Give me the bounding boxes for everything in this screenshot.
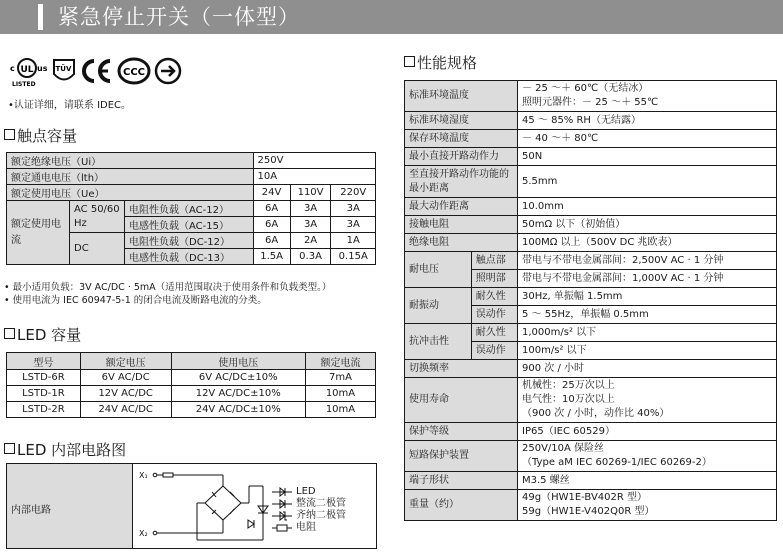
table-cell: 最大动作距离 xyxy=(405,198,518,216)
resistor-symbol xyxy=(163,473,173,477)
ul-listed-text: LISTED xyxy=(12,81,36,88)
table-cell: 额定通电电压（lth） xyxy=(7,169,254,185)
tuv-mark: TÜV xyxy=(55,65,72,73)
table-cell: 最小直接开路动作力 xyxy=(405,148,518,166)
table-cell: 0.15A xyxy=(331,249,376,265)
page-title: 紧急停止开关（一体型） xyxy=(58,5,300,29)
table-cell: DC xyxy=(70,233,125,265)
table-cell: 50mΩ 以下（初始值） xyxy=(518,216,777,234)
table-row xyxy=(7,370,376,386)
table-cell: 短路保护装置 xyxy=(405,441,518,472)
table-cell: 3A xyxy=(331,201,376,217)
table-cell: 7mA xyxy=(305,370,375,386)
table-header-cell: 使用电压 xyxy=(171,353,305,370)
table-row xyxy=(405,288,777,306)
certification-marks xyxy=(8,54,182,88)
table-cell: 250V/10A 保险丝 （Type aM IEC 60269-1/IEC 60269-2） xyxy=(518,441,777,472)
circuit-diagram xyxy=(133,464,273,548)
table-cell: 49g（HW1E-BV402R 型） 59g（HW1E-V402Q0R 型） xyxy=(518,490,777,521)
led-circuit-box xyxy=(6,463,377,549)
table-header-cell: 型号 xyxy=(7,353,81,370)
table-row xyxy=(405,166,777,198)
table-cell: 额定使用电压（Ue） xyxy=(7,185,254,201)
table-cell: 电阻性负载（AC-12） xyxy=(125,201,254,217)
table-row xyxy=(405,423,777,441)
table-cell: 3A xyxy=(331,217,376,233)
table-cell: LSTD-1R xyxy=(7,386,81,402)
table-row xyxy=(405,198,777,216)
table-row xyxy=(405,234,777,252)
table-cell: 100m/s² 以下 xyxy=(518,342,777,360)
table-row xyxy=(405,324,777,342)
table-cell: 900 次 / 小时 xyxy=(518,360,777,378)
table-cell: 24V xyxy=(253,185,290,201)
circuit-legend xyxy=(272,486,346,534)
table-row xyxy=(405,378,777,423)
table-cell: 24V AC/DC xyxy=(80,402,171,418)
ul-c-mark: c xyxy=(10,64,15,73)
table-cell: 6A xyxy=(253,233,290,249)
table-cell: 220V xyxy=(331,185,376,201)
table-row xyxy=(405,148,777,166)
table-cell: 6A xyxy=(253,217,290,233)
ce-icon xyxy=(80,56,114,86)
led-capacity-heading: LED 容量 xyxy=(4,326,81,344)
table-row xyxy=(7,169,376,185)
table-cell: 接触电阻 xyxy=(405,216,518,234)
table-cell: IP65（IEC 60529） xyxy=(518,423,777,441)
ul-listed-icon xyxy=(8,54,48,88)
table-cell: 6V AC/DC±10% xyxy=(171,370,305,386)
led-capacity-table xyxy=(6,352,376,418)
table-cell: 100MΩ 以上（500V DC 兆欧表） xyxy=(518,234,777,252)
performance-heading: 性能规格 xyxy=(404,54,477,72)
resistor-legend-icon xyxy=(272,523,292,533)
contact-note-1: • 最小适用负载：3V AC/DC · 5mA（适用范围取决于使用条件和负载类型。） xyxy=(4,282,332,293)
contact-rating-heading: 触点容量 xyxy=(4,127,77,145)
led-circuit-heading: LED 内部电路图 xyxy=(4,441,126,459)
table-cell: 5 ～ 55Hz，单振幅 0.5mm xyxy=(518,306,777,324)
table-cell: 电感性负载（AC-15） xyxy=(125,217,254,233)
table-cell: 抗冲击性 xyxy=(405,324,472,360)
table-cell: M3.5 螺丝 xyxy=(518,472,777,490)
circuit-label: 内部电路 xyxy=(11,505,51,516)
table-cell: 3A xyxy=(290,217,331,233)
table-cell: 250V xyxy=(253,153,375,169)
banner-accent-bar xyxy=(38,4,43,30)
table-cell: 使用寿命 xyxy=(405,378,518,423)
legend-rectifier-diode: 整流二极管 xyxy=(272,498,346,510)
table-cell: 标准环境湿度 xyxy=(405,112,518,130)
ccc-mark: CCC xyxy=(123,67,146,78)
table-cell: 12V AC/DC±10% xyxy=(171,386,305,402)
table-row xyxy=(7,201,376,217)
table-cell: － 25 ～＋ 60℃（无结冰） 照明元器件：－ 25 ～＋ 55℃ xyxy=(518,81,777,112)
table-header-cell: 额定电压 xyxy=(80,353,171,370)
table-row xyxy=(405,360,777,378)
legend-zener-diode: 齐纳二极管 xyxy=(272,510,346,522)
certification-note: •认证详细，请联系 IDEC。 xyxy=(8,100,132,111)
contact-rating-table xyxy=(6,152,376,265)
table-row xyxy=(405,472,777,490)
table-header-row xyxy=(7,353,376,370)
table-cell: 带电与不带电金属部间：2,500V AC · 1 分钟 xyxy=(518,252,777,270)
table-cell: 额定绝缘电压（Ui） xyxy=(7,153,254,169)
table-cell: 保存环境温度 xyxy=(405,130,518,148)
table-row xyxy=(405,216,777,234)
table-cell: 2A xyxy=(290,233,331,249)
tuv-icon xyxy=(51,56,77,86)
table-cell: 110V xyxy=(290,185,331,201)
table-cell: 10A xyxy=(253,169,375,185)
table-row xyxy=(7,402,376,418)
terminal-x2-label: X₂ xyxy=(139,529,148,538)
ul-us-mark: us xyxy=(37,64,48,73)
table-row xyxy=(405,112,777,130)
table-cell: 标准环境温度 xyxy=(405,81,518,112)
table-cell: 误动作 xyxy=(471,306,517,324)
table-cell: 额定使用电流 xyxy=(7,201,70,265)
table-cell: 45 ～ 85% RH（无结露） xyxy=(518,112,777,130)
table-cell: 10mA xyxy=(305,386,375,402)
table-cell: 绝缘电阻 xyxy=(405,234,518,252)
table-row xyxy=(405,252,777,270)
arrow-circle-icon xyxy=(154,56,182,86)
table-cell: LSTD-6R xyxy=(7,370,81,386)
table-cell: 耐久性 xyxy=(471,288,517,306)
table-cell: 1,000m/s² 以下 xyxy=(518,324,777,342)
table-row xyxy=(405,81,777,112)
table-cell: 切换频率 xyxy=(405,360,518,378)
table-row xyxy=(405,490,777,521)
table-cell: 3A xyxy=(290,201,331,217)
table-cell: LSTD-2R xyxy=(7,402,81,418)
legend-led: LED xyxy=(272,486,346,498)
table-cell: 电感性负载（DC-13） xyxy=(125,249,254,265)
table-row xyxy=(405,441,777,472)
terminal-x1-label: X₁ xyxy=(139,471,148,480)
table-cell: 5.5mm xyxy=(518,166,777,198)
table-cell: 24V AC/DC±10% xyxy=(171,402,305,418)
table-cell: 耐振动 xyxy=(405,288,472,324)
ccc-icon xyxy=(117,56,151,86)
table-cell: 带电与不带电金属部间：1,000V AC · 1 分钟 xyxy=(518,270,777,288)
bridge-rectifier-symbol xyxy=(205,486,241,520)
table-cell: 照明部 xyxy=(471,270,517,288)
zener-diode-legend-icon xyxy=(272,511,292,521)
table-cell: 误动作 xyxy=(471,342,517,360)
table-cell: 耐久性 xyxy=(471,324,517,342)
table-cell: 0.3A xyxy=(290,249,331,265)
table-cell: 至直接开路动作功能的最小距离 xyxy=(405,166,518,198)
table-cell: 30Hz, 单振幅 1.5mm xyxy=(518,288,777,306)
table-cell: 机械性：25万次以上 电气性：10万次以上 （900 次 / 小时，动作比 40%） xyxy=(518,378,777,423)
table-header-cell: 额定电流 xyxy=(305,353,375,370)
table-cell: － 40 ～＋ 80℃ xyxy=(518,130,777,148)
page-banner xyxy=(0,0,783,34)
table-row xyxy=(7,153,376,169)
table-cell: 耐电压 xyxy=(405,252,472,288)
table-cell: 1.5A xyxy=(253,249,290,265)
table-cell: 50N xyxy=(518,148,777,166)
rectifier-diode-legend-icon xyxy=(272,499,292,509)
table-row xyxy=(405,130,777,148)
table-cell: 重量（约） xyxy=(405,490,518,521)
table-cell: 保护等级 xyxy=(405,423,518,441)
table-row xyxy=(7,386,376,402)
table-cell: 10mA xyxy=(305,402,375,418)
table-cell: 12V AC/DC xyxy=(80,386,171,402)
table-cell: 6V AC/DC xyxy=(80,370,171,386)
legend-resistor: 电阻 xyxy=(272,522,346,534)
led-legend-icon xyxy=(272,487,292,497)
table-cell: 电阻性负载（DC-12） xyxy=(125,233,254,249)
table-row xyxy=(7,185,376,201)
table-cell: 10.0mm xyxy=(518,198,777,216)
table-cell: 触点部 xyxy=(471,252,517,270)
table-cell: 6A xyxy=(253,201,290,217)
ul-mark: UL xyxy=(20,65,34,75)
zener-diode-symbol xyxy=(248,520,254,528)
circuit-label-cell xyxy=(7,464,133,548)
table-cell: 端子形状 xyxy=(405,472,518,490)
performance-table xyxy=(404,80,777,521)
contact-note-2: • 使用电流为 IEC 60947-5-1 的闭合电流及断路电流的分类。 xyxy=(4,295,267,306)
table-cell: 1A xyxy=(331,233,376,249)
table-cell: AC 50/60 Hz xyxy=(70,201,125,233)
